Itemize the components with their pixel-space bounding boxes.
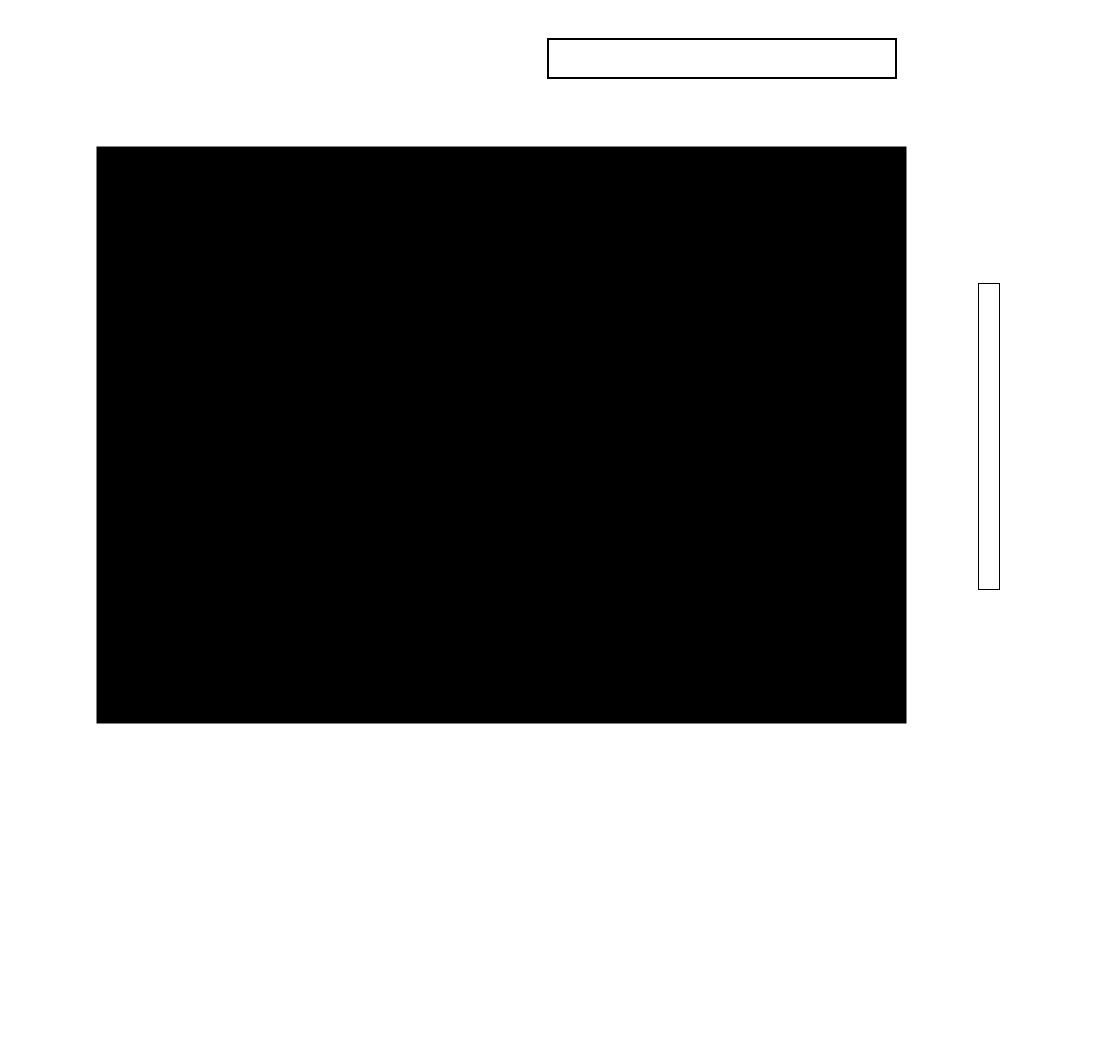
colorbar <box>978 283 1000 590</box>
islet-east-2 <box>887 317 899 323</box>
chandeleur-dot <box>392 520 397 525</box>
islet-b <box>585 256 591 260</box>
islet-d <box>677 268 683 272</box>
map-plot <box>98 148 905 722</box>
vector-scale-box <box>547 38 897 79</box>
vector-scale-arrows <box>549 40 895 77</box>
round-island <box>545 259 555 266</box>
map-canvas <box>98 148 905 722</box>
islet-a <box>565 266 572 271</box>
islet-c <box>669 260 677 265</box>
